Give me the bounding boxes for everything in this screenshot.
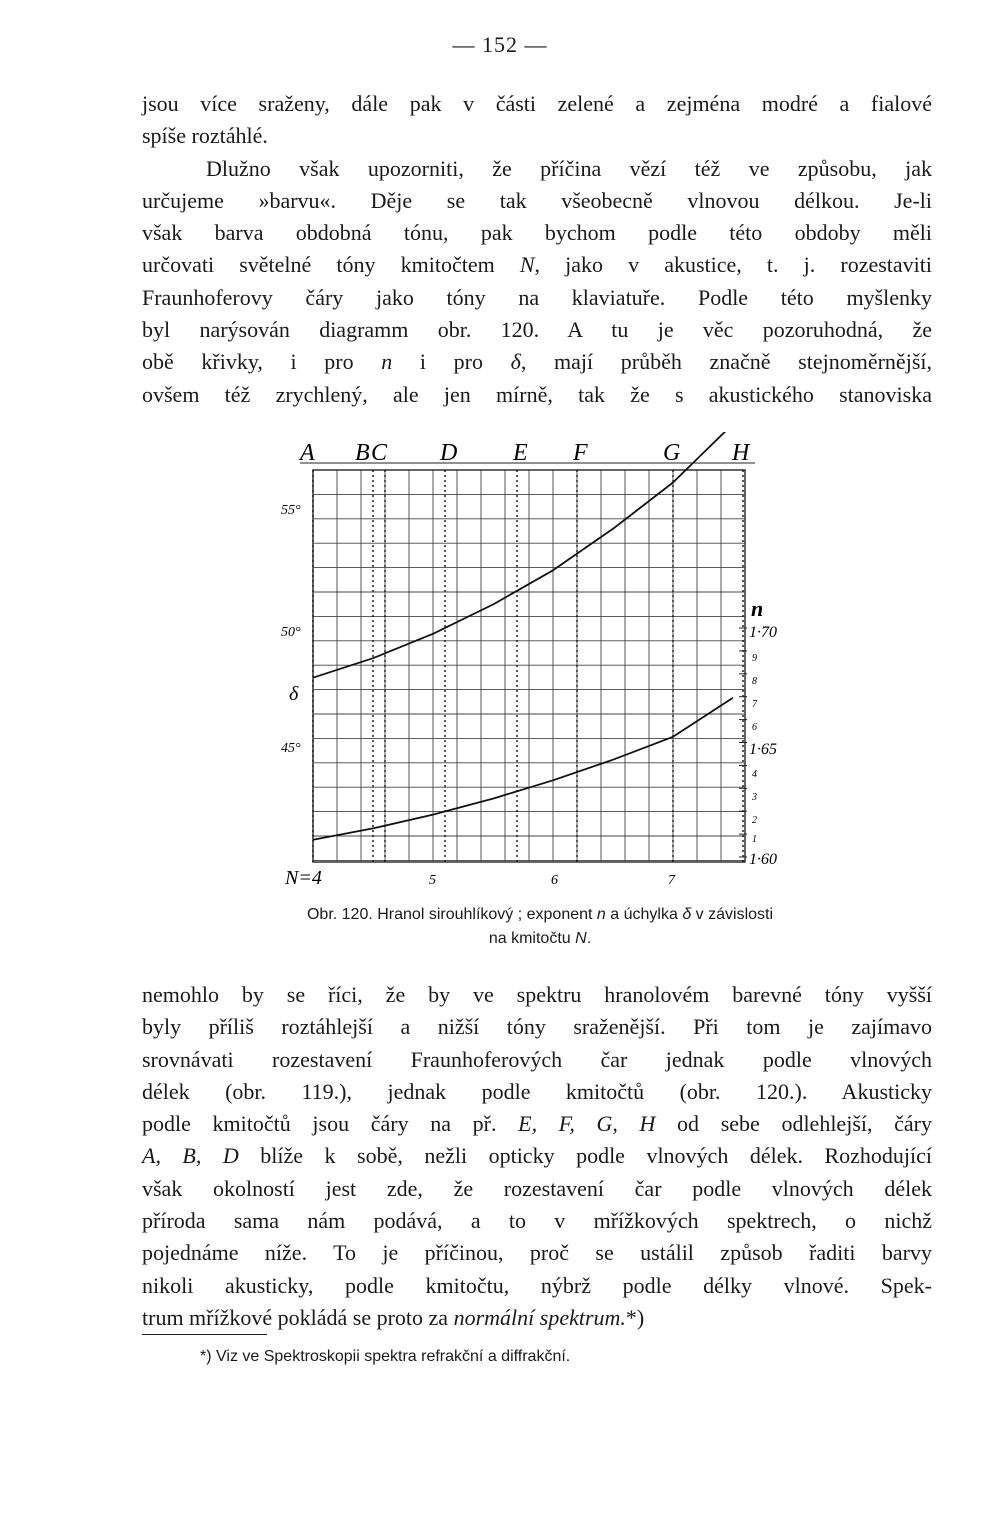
top-label-B: B	[355, 440, 370, 466]
top-label-H: H	[732, 440, 750, 466]
grid	[313, 470, 745, 862]
fraunhofer-lines	[313, 470, 743, 862]
text-line: ovšem též zrychlený, ale jen mírně, tak že s akustického stanoviska	[142, 381, 932, 407]
text-line: délek (obr. 119.), jednak podle kmitočtů (obr. 120.). Akusticky	[142, 1078, 932, 1104]
text-line	[142, 249, 932, 281]
text-segment: od sebe odlehlejší, čáry	[655, 1111, 932, 1137]
right-label-9: 9	[752, 653, 757, 664]
bottom-label-7: 7	[668, 873, 675, 888]
text-line	[142, 1302, 932, 1334]
text-line: pojednáme níže. To je příčinou, proč se ustálil způsob řaditi barvy	[142, 1240, 932, 1266]
right-label-160: 1·60	[749, 851, 777, 868]
right-label-n: n	[751, 596, 764, 621]
text-line: však okolností jest zde, že rozestavení čar podle vlnových délek	[142, 1175, 932, 1201]
caption-N: N	[575, 930, 587, 947]
paragraph-2	[142, 979, 932, 1334]
top-label-D: D	[440, 440, 458, 466]
text-segment: , jako v akustice, t. j. rozestaviti	[534, 252, 933, 278]
right-label-170: 1·70	[749, 624, 777, 641]
caption-line-2	[150, 927, 930, 951]
right-label-4: 4	[752, 769, 757, 780]
symbol-n: n	[381, 349, 393, 375]
left-label-45: 45°	[281, 741, 301, 756]
caption-text: a úchylka	[610, 906, 678, 923]
footnote: *) Viz ve Spektroskopii spektra refrakční a diffrakční.	[200, 1348, 571, 1365]
caption-delta: δ	[682, 906, 692, 923]
text-segment: i pro	[392, 349, 483, 375]
right-label-7: 7	[752, 699, 757, 710]
curves	[313, 432, 733, 840]
text-line: nemohlo by se říci, že by ve spektru hranolovém barevné tóny vyšší	[142, 982, 932, 1007]
italic-segment: normální spektrum.	[453, 1304, 626, 1330]
text-segment: obě křivky, i pro	[142, 349, 354, 375]
diagram-svg	[255, 432, 815, 902]
text-segment: podle kmitočtů jsou čáry na př.	[142, 1111, 497, 1137]
text-line: příroda sama nám podává, a to v mřížkových spektrech, o nichž	[142, 1208, 932, 1234]
curve-n	[313, 698, 733, 840]
paragraph-1	[142, 88, 932, 411]
left-label-50: 50°	[281, 625, 301, 640]
text-segment: blíže k sobě, nežli opticky podle vlnových délek. Rozhodující	[238, 1143, 932, 1169]
right-ticks	[739, 628, 747, 857]
caption-text: Obr. 120. Hranol sirouhlíkový ; exponent	[306, 906, 593, 923]
caption-text: na kmitočtu	[488, 930, 571, 947]
text-line: však barva obdobná tónu, pak bychom podle této obdoby měli	[142, 220, 932, 246]
italic-segment: A, B, D	[142, 1143, 239, 1169]
top-label-F: F	[573, 440, 588, 466]
text-line	[142, 346, 932, 378]
symbol-N: N	[519, 252, 535, 278]
text-line: byl narýsován diagramm obr. 120. A tu je věc pozoruhodná, že	[142, 317, 932, 343]
italic-segment: E, F, G, H	[518, 1111, 656, 1137]
symbol-delta: δ	[510, 349, 521, 375]
figure-caption	[150, 903, 930, 951]
footnote-rule	[142, 1334, 267, 1335]
caption-line-1	[150, 903, 930, 927]
text-segment: určovati světelné tóny kmitočtem	[142, 252, 495, 278]
text-line: Dlužno však upozorniti, že příčina vězí též ve způsobu, jak	[206, 155, 932, 181]
bottom-label-5: 5	[429, 873, 436, 888]
caption-text: v závislosti	[695, 906, 774, 923]
top-label-A: A	[300, 440, 315, 466]
text-segment: trum mřížkové pokládá se proto za	[142, 1304, 449, 1330]
right-label-1: 1	[752, 834, 757, 845]
text-line: byly příliš roztáhlejší a nižší tóny sraženější. Při tom je zajímavo	[142, 1014, 932, 1040]
text-line	[142, 1108, 932, 1140]
bottom-label-N4: N=4	[285, 867, 322, 889]
text-line: jsou více sraženy, dále pak v části zelené a zejména modré a fialové	[142, 91, 932, 116]
top-label-G: G	[663, 440, 681, 466]
right-label-8: 8	[752, 676, 757, 687]
top-label-E: E	[513, 440, 528, 466]
text-line: spíše roztáhlé.	[142, 123, 268, 149]
text-line: určujeme »barvu«. Děje se tak všeobecně vlnovou délkou. Je-li	[142, 187, 932, 213]
text-line	[142, 1140, 932, 1172]
right-label-165: 1·65	[749, 741, 777, 758]
caption-n: n	[596, 906, 606, 923]
left-label-delta: δ	[289, 683, 299, 705]
figure-120	[255, 432, 815, 902]
page-number: — 152 —	[452, 32, 548, 57]
left-label-55: 55°	[281, 503, 301, 518]
text-segment: , mají průběh značně stejnoměrnější,	[520, 349, 932, 375]
text-line: srovnávati rozestavení Fraunhoferových čar jednak podle vlnových	[142, 1046, 932, 1072]
text-segment: *)	[625, 1304, 645, 1330]
text-line: nikoli akusticky, podle kmitočtu, nýbrž podle délky vlnové. Spek-	[142, 1272, 932, 1298]
right-label-3: 3	[752, 792, 757, 803]
right-label-6: 6	[752, 722, 757, 733]
top-label-C: C	[371, 440, 388, 466]
bottom-label-6: 6	[551, 873, 558, 888]
right-label-2: 2	[752, 815, 757, 826]
text-line: Fraunhoferovy čáry jako tóny na klaviatuře. Podle této myšlenky	[142, 284, 932, 310]
caption-text: .	[586, 930, 592, 947]
